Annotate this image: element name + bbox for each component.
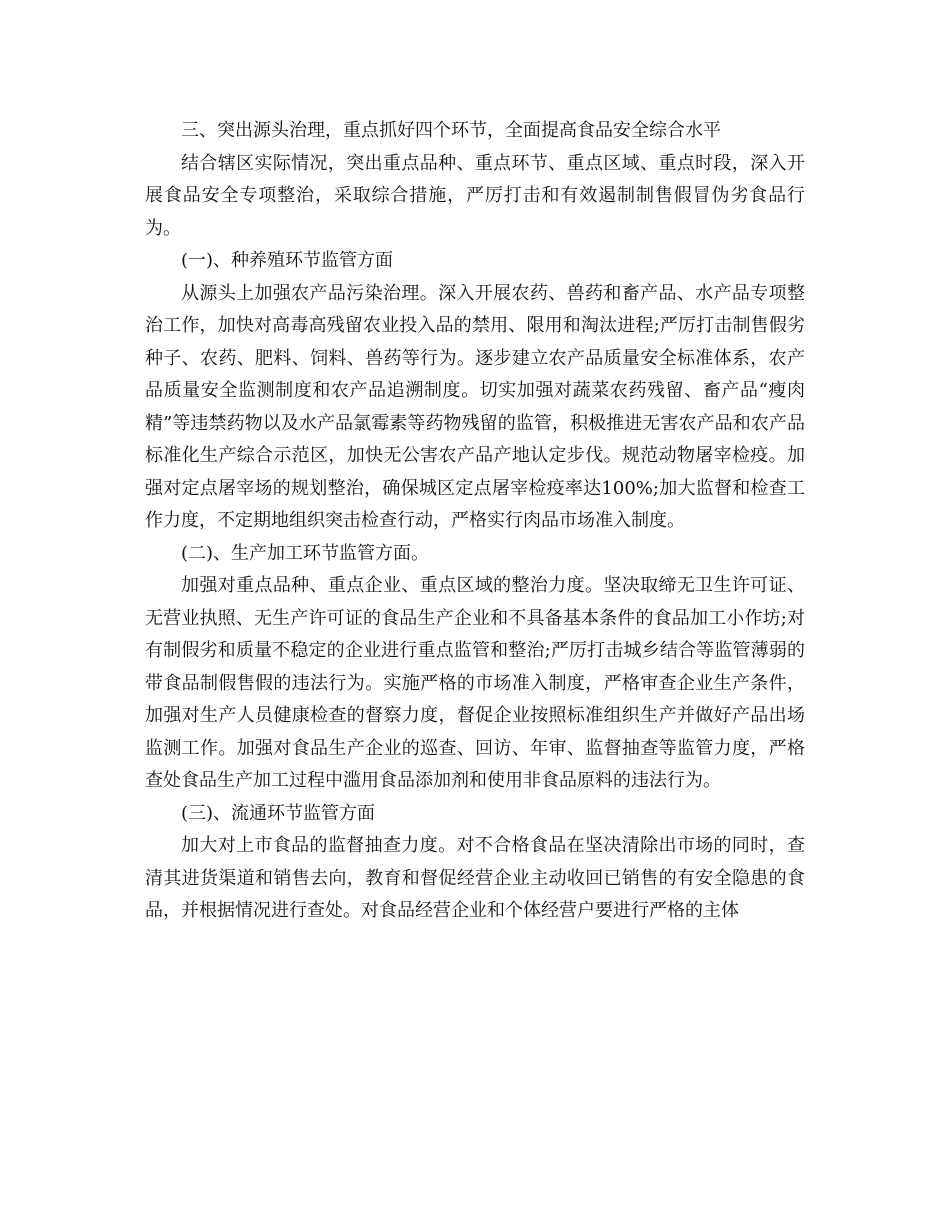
subsection-heading: (二)、生产加工环节监管方面。: [181, 542, 430, 564]
paragraph: 结合辖区实际情况，突出重点品种、重点环节、重点区域、重点时段，深入开展食品安全专项整治，采取综合措施，严厉打击和有效遏制制售假冒伪劣食品行为。: [145, 152, 805, 239]
subsection-heading: (一)、种养殖环节监管方面: [181, 250, 394, 271]
paragraph: 加大对上市食品的监督抽查力度。对不合格食品在坚决清除出市场的同时，查清其进货渠道和销售去向，教育和督促经营企业主动收回已销售的有安全隐患的食品，并根据情况进行查处。对食品经营企业和个体经营户要进行严格的主体: [145, 835, 805, 921]
paragraph: 从源头上加强农产品污染治理。深入开展农药、兽药和畜产品、水产品专项整治工作，加快对高毒高残留农业投入品的禁用、限用和淘汰进程;严厉打击制售假劣种子、农药、肥料、饲料、兽药等行为。逐步建立农产品质量安全标准体系，农产品质量安全监测制度和农产品追溯制度。切实加强对蔬菜农药残留、畜产品“瘦肉精”等违禁药物以及水产品氯霉素等药物残留的监管，积极推进无害农产品和农产品标准化生产综合示范区，加快无公害农产品产地认定步伐。规范动物屠宰检疫。加强对定点屠宰场的规划整治，确保城区定点屠宰检疫率达100%;加大监督和检查工作力度，不定期地组织突击检查行动，严格实行肉品市场准入制度。: [145, 282, 805, 531]
section-heading: 三、突出源头治理，重点抓好四个环节，全面提高食品安全综合水平: [181, 120, 721, 141]
subsection-heading: (三)、流通环节监管方面: [181, 802, 376, 824]
paragraph: 加强对重点品种、重点企业、重点区域的整治力度。坚决取缔无卫生许可证、无营业执照、无生产许可证的食品生产企业和不具备基本条件的食品加工小作坊;对有制假劣和质量不稳定的企业进行重点监管和整治;严厉打击城乡结合等监管薄弱的带食品制假售假的违法行为。实施严格的市场准入制度，严格审查企业生产条件，加强对生产人员健康检查的督察力度，督促企业按照标准组织生产并做好产品出场监测工作。加强对食品生产企业的巡查、回访、年审、监督抽查等监管力度，严格查处食品生产加工过程中滥用食品添加剂和使用非食品原料的违法行为。: [145, 575, 805, 791]
document-body: [145, 115, 805, 928]
